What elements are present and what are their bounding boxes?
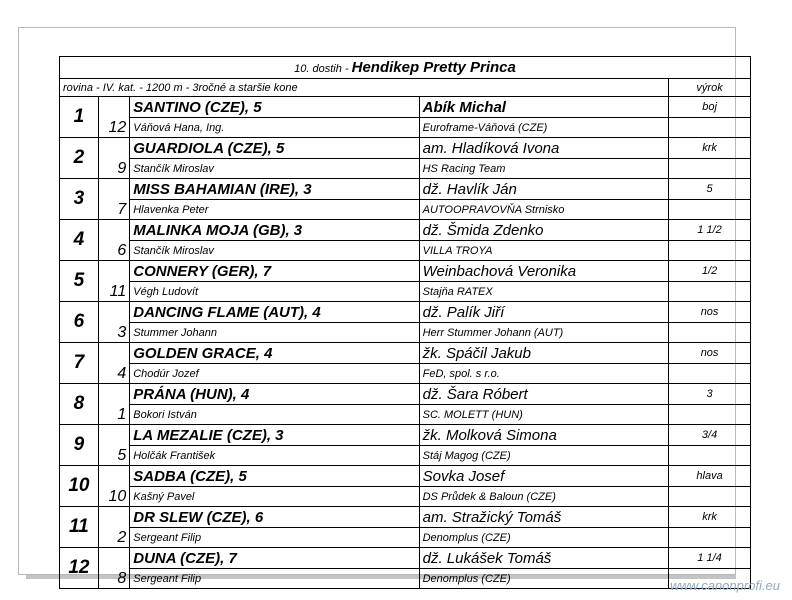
start-number: 3 [98,302,129,343]
owner-name: Herr Stummer Johann (AUT) [419,323,669,343]
finish-position: 1 [60,97,99,138]
owner-name: SC. MOLETT (HUN) [419,405,669,425]
jockey-name: dž. Palík Jiří [419,302,669,323]
finish-margin: 1 1/4 [669,548,751,569]
margin-blank [669,487,751,507]
trainer-name: Kašný Pavel [130,487,419,507]
result-row-detail [60,487,751,507]
result-row-detail [60,323,751,343]
race-title-row [60,57,751,79]
owner-name: FeD, spol. s r.o. [419,364,669,384]
finish-position: 9 [60,425,99,466]
jockey-name: am. Hladíková Ivona [419,138,669,159]
start-number: 1 [98,384,129,425]
horse-name: DR SLEW (CZE), 6 [130,507,419,528]
result-row [60,97,751,118]
results-table [59,56,751,589]
race-name: Hendikep Pretty Princa [351,59,516,76]
jockey-name: žk. Spáčil Jakub [419,343,669,364]
owner-name: Euroframe-Váňová (CZE) [419,118,669,138]
horse-name: SADBA (CZE), 5 [130,466,419,487]
margin-blank [669,528,751,548]
trainer-name: Sergeant Filip [130,569,419,589]
jockey-name: dž. Lukášek Tomáš [419,548,669,569]
result-row-detail [60,446,751,466]
finish-margin: 1 1/2 [669,220,751,241]
horse-name: DANCING FLAME (AUT), 4 [130,302,419,323]
owner-name: Stajňa RATEX [419,282,669,302]
horse-name: SANTINO (CZE), 5 [130,97,419,118]
result-row [60,466,751,487]
owner-name: Denomplus (CZE) [419,569,669,589]
finish-position: 10 [60,466,99,507]
finish-position: 7 [60,343,99,384]
results-sheet [18,27,736,587]
result-row-detail [60,159,751,179]
start-number: 11 [98,261,129,302]
jockey-name: žk. Molková Simona [419,425,669,446]
verdict-header: výrok [669,79,751,97]
horse-name: GOLDEN GRACE, 4 [130,343,419,364]
jockey-name: Abík Michal [419,97,669,118]
margin-blank [669,118,751,138]
start-number: 6 [98,220,129,261]
start-number: 10 [98,466,129,507]
finish-position: 3 [60,179,99,220]
result-row-detail [60,118,751,138]
result-row [60,343,751,364]
finish-margin: 3 [669,384,751,405]
finish-position: 8 [60,384,99,425]
result-row [60,220,751,241]
race-conditions-row [60,79,751,97]
finish-margin: hlava [669,466,751,487]
finish-position: 2 [60,138,99,179]
trainer-name: Stančík Miroslav [130,241,419,261]
horse-name: DUNA (CZE), 7 [130,548,419,569]
horse-name: GUARDIOLA (CZE), 5 [130,138,419,159]
trainer-name: Holčák František [130,446,419,466]
margin-blank [669,200,751,220]
horse-name: LA MEZALIE (CZE), 3 [130,425,419,446]
finish-position: 12 [60,548,99,589]
start-number: 8 [98,548,129,589]
trainer-name: Váňová Hana, Ing. [130,118,419,138]
result-row-detail [60,528,751,548]
owner-name: DS Průdek & Baloun (CZE) [419,487,669,507]
start-number: 4 [98,343,129,384]
margin-blank [669,241,751,261]
finish-margin: boj [669,97,751,118]
result-row [60,179,751,200]
owner-name: HS Racing Team [419,159,669,179]
margin-blank [669,282,751,302]
start-number: 9 [98,138,129,179]
finish-margin: 1/2 [669,261,751,282]
trainer-name: Stančík Miroslav [130,159,419,179]
result-row [60,138,751,159]
trainer-name: Végh Ludovít [130,282,419,302]
horse-name: MISS BAHAMIAN (IRE), 3 [130,179,419,200]
race-conditions: rovina - IV. kat. - 1200 m - 3ročné a staršie kone [60,79,669,97]
finish-margin: 3/4 [669,425,751,446]
race-number: 10. dostih - [294,63,349,75]
horse-name: PRÁNA (HUN), 4 [130,384,419,405]
result-row-detail [60,282,751,302]
trainer-name: Sergeant Filip [130,528,419,548]
finish-position: 5 [60,261,99,302]
finish-position: 4 [60,220,99,261]
jockey-name: dž. Šara Róbert [419,384,669,405]
trainer-name: Stummer Johann [130,323,419,343]
race-title [60,57,751,79]
result-row [60,302,751,323]
jockey-name: dž. Šmida Zdenko [419,220,669,241]
result-row [60,384,751,405]
result-row [60,425,751,446]
owner-name: Denomplus (CZE) [419,528,669,548]
result-row-detail [60,200,751,220]
margin-blank [669,446,751,466]
margin-blank [669,323,751,343]
jockey-name: dž. Havlík Ján [419,179,669,200]
horse-name: MALINKA MOJA (GB), 3 [130,220,419,241]
start-number: 7 [98,179,129,220]
finish-margin: krk [669,507,751,528]
jockey-name: am. Stražický Tomáš [419,507,669,528]
result-row [60,261,751,282]
horse-name: CONNERY (GER), 7 [130,261,419,282]
jockey-name: Sovka Josef [419,466,669,487]
finish-position: 11 [60,507,99,548]
result-row-detail [60,569,751,589]
start-number: 5 [98,425,129,466]
start-number: 12 [98,97,129,138]
start-number: 2 [98,507,129,548]
result-row [60,548,751,569]
finish-margin: 5 [669,179,751,200]
margin-blank [669,159,751,179]
jockey-name: Weinbachová Veronika [419,261,669,282]
margin-blank [669,364,751,384]
margin-blank [669,405,751,425]
finish-position: 6 [60,302,99,343]
trainer-name: Hlavenka Peter [130,200,419,220]
finish-margin: nos [669,343,751,364]
result-row-detail [60,405,751,425]
result-row [60,507,751,528]
watermark: www.canonprofi.eu [670,578,780,593]
result-row-detail [60,241,751,261]
trainer-name: Bokori István [130,405,419,425]
finish-margin: nos [669,302,751,323]
owner-name: AUTOOPRAVOVŇA Strnisko [419,200,669,220]
trainer-name: Chodúr Jozef [130,364,419,384]
owner-name: Stáj Magog (CZE) [419,446,669,466]
finish-margin: krk [669,138,751,159]
result-row-detail [60,364,751,384]
owner-name: VILLA TROYA [419,241,669,261]
